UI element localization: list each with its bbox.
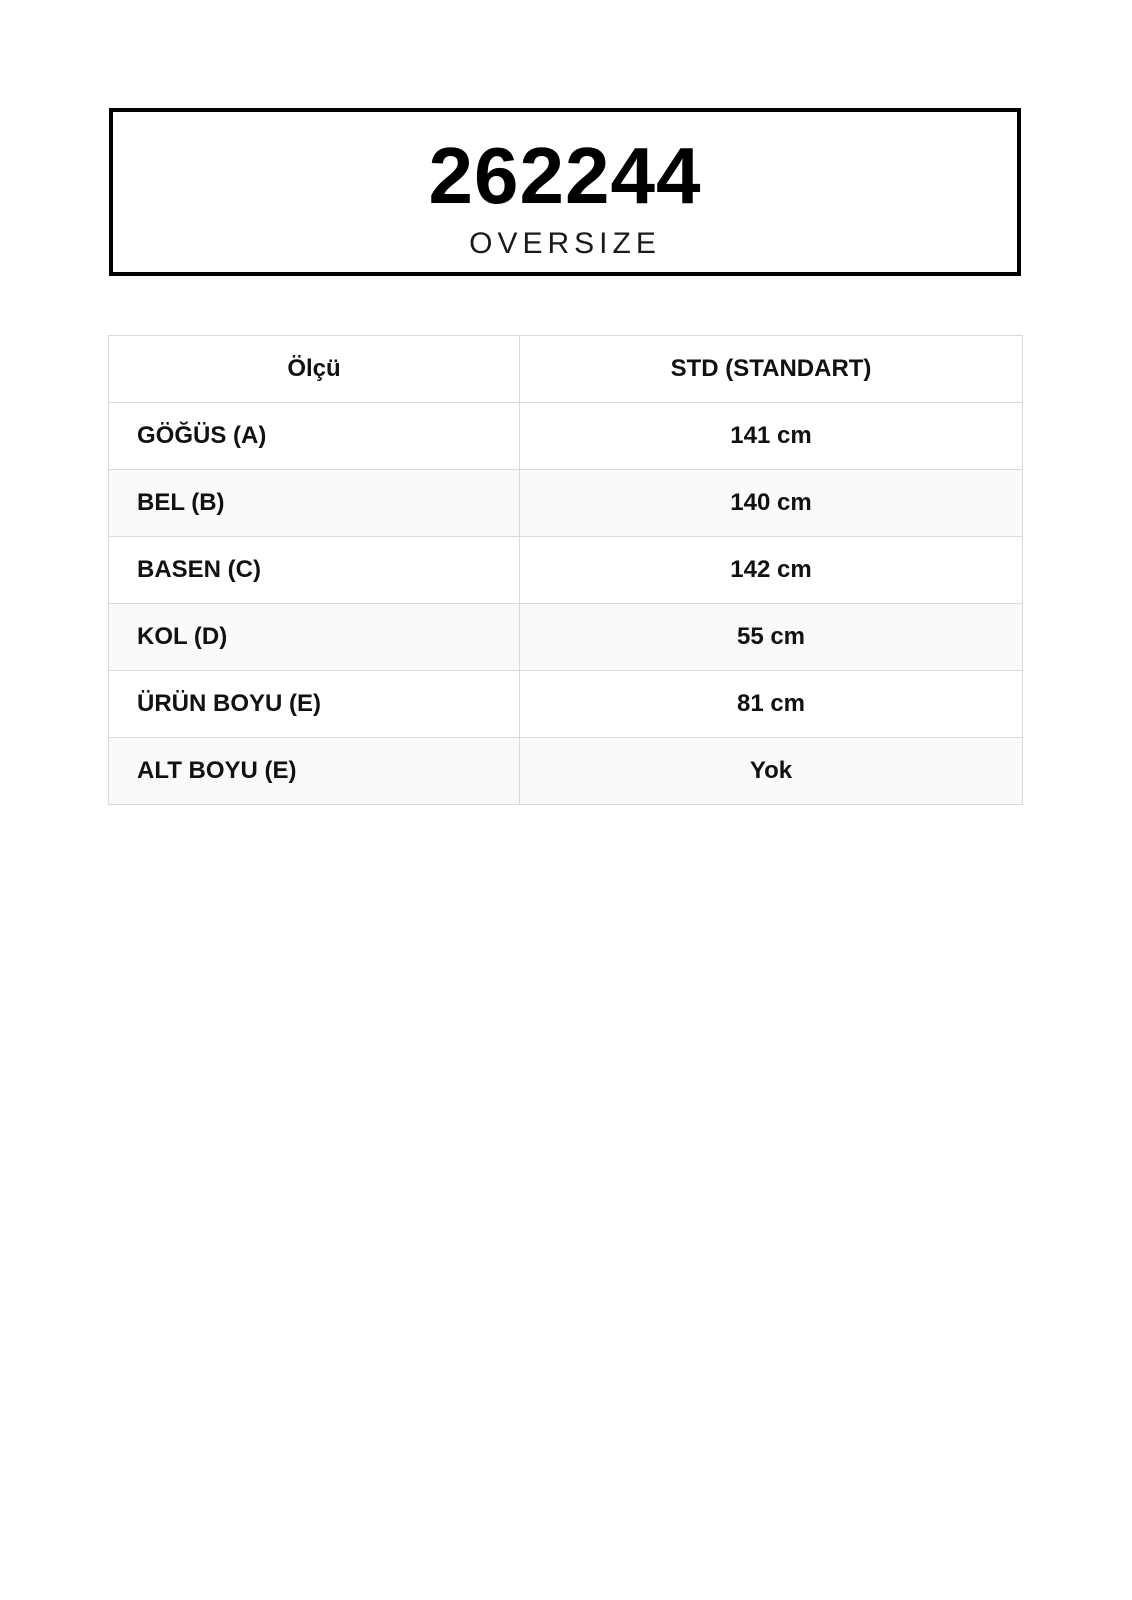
row-label: KOL (D): [109, 604, 520, 671]
row-label: BEL (B): [109, 470, 520, 537]
row-value: 142 cm: [520, 537, 1023, 604]
product-code: 262244: [428, 131, 702, 220]
header-size: STD (STANDART): [520, 336, 1023, 403]
table-row: [109, 403, 1023, 470]
row-value: Yok: [520, 738, 1023, 805]
row-value: 81 cm: [520, 671, 1023, 738]
table-row: [109, 671, 1023, 738]
table-row: [109, 604, 1023, 671]
row-label: GÖĞÜS (A): [109, 403, 520, 470]
table-row: [109, 537, 1023, 604]
header-measure: Ölçü: [109, 336, 520, 403]
table-row: [109, 470, 1023, 537]
row-value: 141 cm: [520, 403, 1023, 470]
table-header-row: [109, 336, 1023, 403]
table-row: [109, 738, 1023, 805]
row-label: BASEN (C): [109, 537, 520, 604]
row-value: 140 cm: [520, 470, 1023, 537]
row-value: 55 cm: [520, 604, 1023, 671]
fit-label: OVERSIZE: [469, 227, 661, 260]
product-header-box: [109, 108, 1021, 276]
size-table: [108, 335, 1023, 805]
row-label: ALT BOYU (E): [109, 738, 520, 805]
row-label: ÜRÜN BOYU (E): [109, 671, 520, 738]
